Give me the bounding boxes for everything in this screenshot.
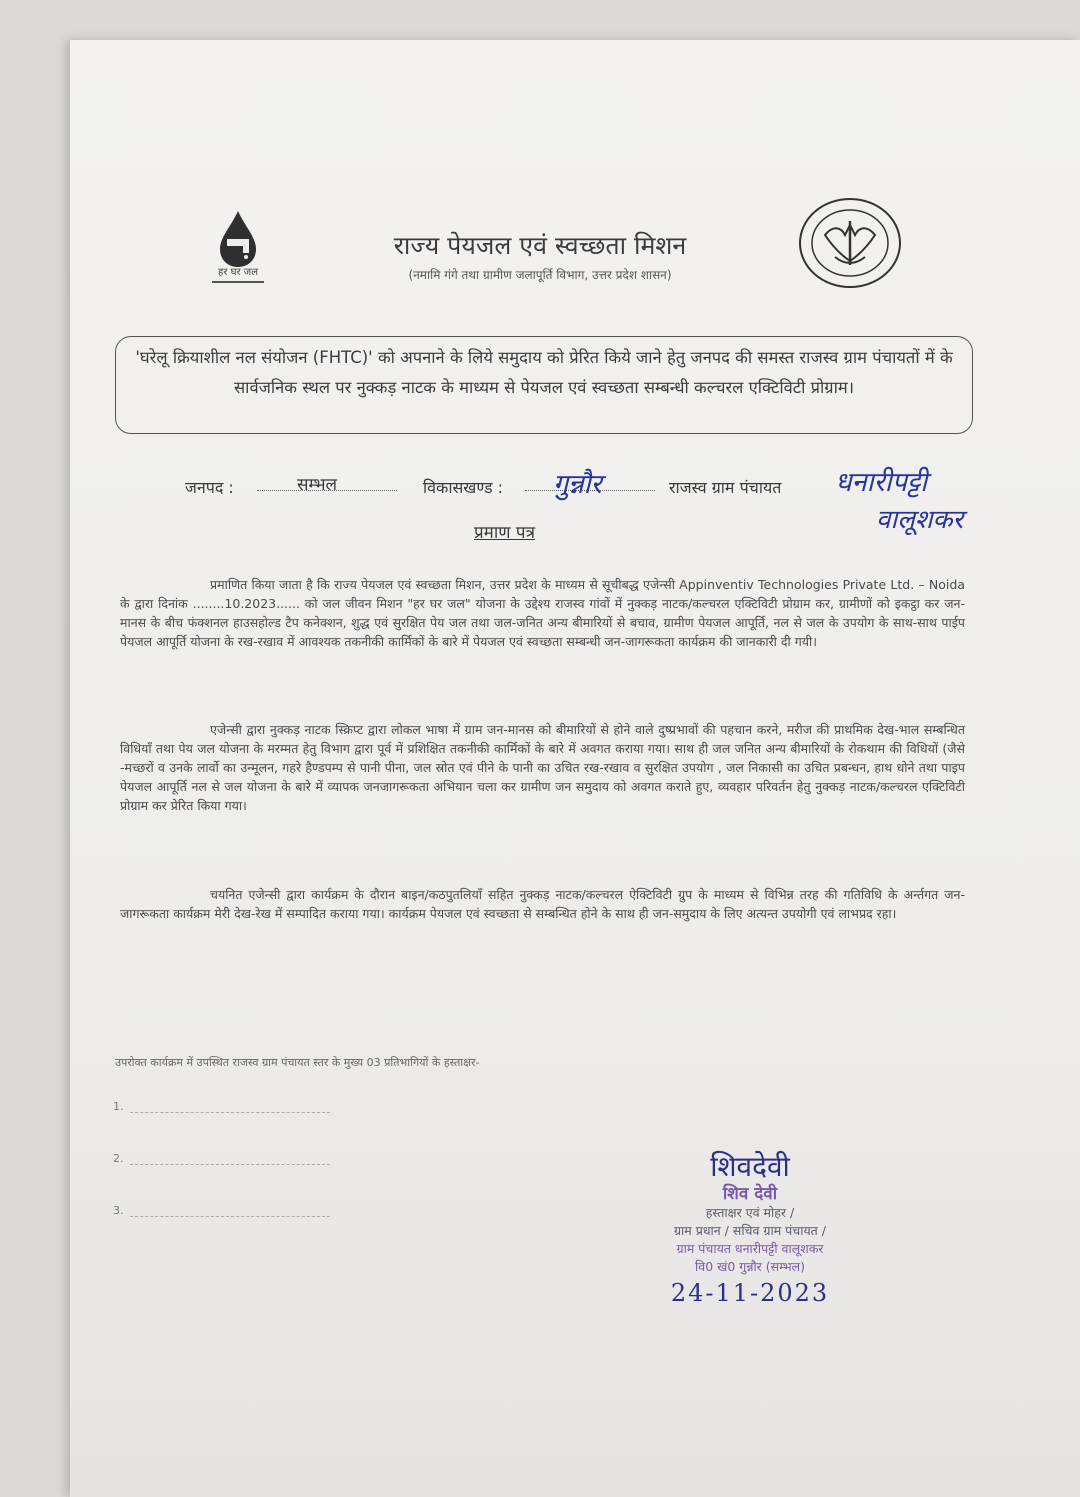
- paragraph-3-text: चयनित एजेन्सी द्वारा कार्यक्रम के दौरान बाइन/कठपुतलियाँ सहित नुक्कड़ नाटक/कल्चरल ऐक्टिविटी ग्रुप के माध्यम से विभिन्न तरह की गतिविधि के अर्न्तगत जन-जागरूकता कार्यक्रम मेरी देख-रेख में सम्पादित कराया गया। कार्यक्रम पेयजल एवं स्वच्छता से सम्बन्धित होने के साथ ही जन-समुदाय के लिए अत्यन्त उपयोगी एवं लाभप्रद रहा।: [120, 887, 965, 921]
- paragraph-1: [120, 575, 965, 651]
- sig-number-3: 3.: [113, 1204, 124, 1217]
- vikaskhand-label: विकासखण्ड :: [423, 478, 504, 497]
- vikaskhand-value: गुन्नौर: [553, 469, 602, 500]
- participants-note: उपरोक्त कार्यक्रम में उपस्थित राजस्व ग्राम पंचायत स्तर के मुख्य 03 प्रतिभागियों के हस्ताक्षर-: [115, 1056, 480, 1069]
- stamp-line-4: वि0 खं0 गुन्नौर (सम्भल): [695, 1259, 805, 1274]
- janpad-label: जनपद :: [185, 478, 234, 497]
- stamp-line-2: ग्राम प्रधान / सचिव ग्राम पंचायत /: [674, 1223, 826, 1238]
- location-fields: [185, 467, 985, 506]
- sig-number-2: 2.: [113, 1152, 124, 1165]
- panchayat-value-line1: धनारीपट्टी: [835, 467, 928, 498]
- participant-signature-3: [113, 1204, 343, 1217]
- certificate-title: प्रमाण पत्र: [474, 523, 535, 543]
- pradhan-stamp-block: [610, 1150, 890, 1310]
- logo-caption: हर घर जल: [218, 267, 258, 278]
- janpad-value: सम्भल: [297, 475, 338, 495]
- participant-signature-1: [113, 1100, 343, 1113]
- sig-dots-1: [130, 1112, 330, 1113]
- handwritten-date: 24-11-2023: [670, 1279, 830, 1307]
- jal-jeevan-mission-logo: [188, 205, 288, 295]
- mission-title: राज्य पेयजल एवं स्वच्छता मिशन: [393, 231, 687, 260]
- mission-subtitle: (नमामि गंगे तथा ग्रामीण जलापूर्ति विभाग, उत्तर प्रदेश शासन): [408, 268, 672, 282]
- paragraph-3: [120, 885, 965, 923]
- stamp-name: शिव देवी: [722, 1184, 778, 1204]
- logo-underline: [212, 281, 264, 283]
- sig-dots-3: [130, 1216, 330, 1217]
- panchayat-value-line2: वालूशकर: [876, 505, 964, 535]
- program-description-box: 'घरेलू क्रियाशील नल संयोजन (FHTC)' को अपनाने के लिये समुदाय को प्रेरित किये जाने हेतु जनपद की समस्त राजस्व ग्राम पंचायतों में के सार्वजनिक स्थल पर नुक्कड़ नाटक के माध्यम से पेयजल एवं स्वच्छता सम्बन्धी कल्चरल एक्टिविटी प्रोग्राम।: [115, 336, 973, 434]
- stamp-line-3: ग्राम पंचायत धनारीपट्टी वालूशकर: [676, 1241, 824, 1256]
- handwritten-signature: शिवदेवी: [710, 1150, 790, 1183]
- sig-dots-2: [130, 1164, 330, 1165]
- paragraph-2-text: एजेन्सी द्वारा नुक्कड़ नाटक स्क्रिप्ट द्वारा लोकल भाषा में ग्राम जन-मानस को बीमारियों से होने वाले दुष्प्रभावों की पहचान करने, मरीज की प्राथमिक देख-भाल सम्बन्धित विधियाँ तथा पेय जल योजना के मरम्मत हेतु विभाग द्वारा पूर्व में प्रशिक्षित तकनीकी कार्मिकों के बारे में अवगत कराया गया। साथ ही जल जनित अन्य बीमारियों के रोकथाम की विधियों (जैसे -मच्छरों व उनके लार्वो का उन्मूलन, गहरे हैण्डपम्प से पानी पीना, जल स्रोत एवं पीने के पानी का उचित रख-रखाव व सुरक्षित उपयोग , जल निकासी का उचित प्रबन्धन, हाथ धोने तथा पाइप पेयजल आपूर्ति नल से जल योजना के बारे में व्यापक जनजागरूकता अभियान चला कर ग्रामीण जन समुदाय को अवगत कराते हुए, व्यवहार परिवर्तन हेतु नुक्कड़ नाटक/कल्चरल एक्टिविटी प्रोग्राम कर प्रेरित किया गया।: [120, 722, 965, 813]
- stamp-line-1: हस्ताक्षर एवं मोहर /: [705, 1205, 795, 1220]
- panchayat-label: राजस्व ग्राम पंचायत: [669, 478, 782, 497]
- up-government-seal-icon: [795, 195, 905, 291]
- participant-signature-2: [113, 1152, 343, 1165]
- paragraph-2: [120, 720, 965, 815]
- sig-number-1: 1.: [113, 1100, 124, 1113]
- paragraph-1-text: प्रमाणित किया जाता है कि राज्य पेयजल एवं स्वच्छता मिशन, उत्तर प्रदेश के माध्यम से सूचीबद्ध एजेन्सी Appinventiv Technologies Private Ltd. – Noida के द्वारा दिनांक ........10.2023...... को जल जीवन मिशन "हर घर जल" योजना के उद्देश्य राजस्व गांवों में नुक्कड़ नाटक/कल्चरल एक्टिविटी प्रोग्राम कर, ग्रामीणों को इकट्ठा कर जन-मानस के बीच फंक्शनल हाउसहोल्ड टैप कनेक्शन, शुद्ध एवं सुरक्षित पेय जल तथा जल-जनित अन्य बीमारियों से बचाव, ग्रामीण पेयजल आपूर्ति, नल से जल के उपयोग के साथ-साथ पाईप पेयजल आपूर्ति योजना के रख-रखाव में आवश्यक तकनीकी कार्मिकों के बारे में पेयजल एवं स्वच्छता सम्बन्धी जन-जागरूकता कार्यक्रम की जानकारी दी गयी।: [120, 577, 965, 649]
